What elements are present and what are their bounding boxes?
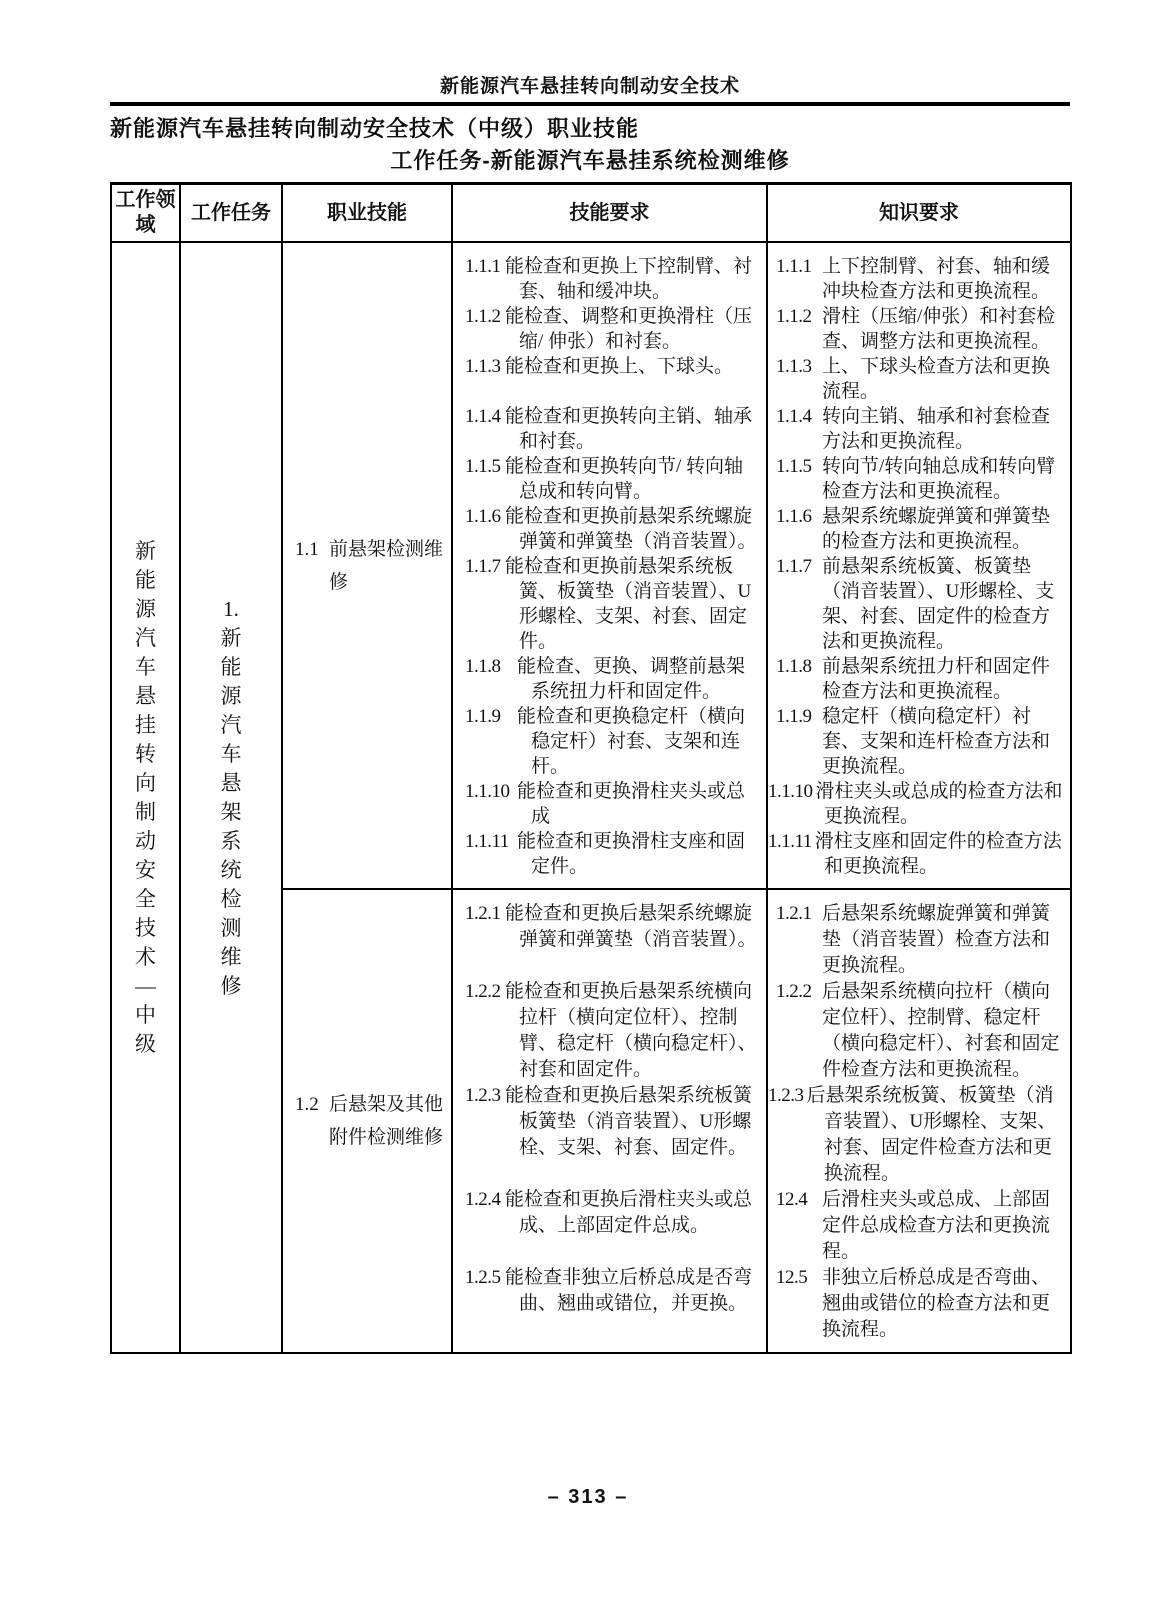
work-area-cell: [111, 242, 180, 1353]
skill-item: 1.2.4 能检查和更换后滑柱夹头或总成、上部固定件总成。: [465, 1189, 753, 1236]
skill-item: 1.1.7 能检查和更换前悬架系统板簧、板簧垫（消音装置）、U形螺栓、支架、衬套、固定件。: [465, 556, 752, 652]
header-cell-job-skill: 职业技能: [282, 184, 452, 243]
skill-item: 1.1.10 能检查和更换滑柱夹头或总成: [465, 781, 746, 827]
knowledge-item: 12.4 后滑柱夹头或总成、上部固定件总成检查方法和更换流程。: [776, 1189, 1051, 1262]
work-task-cell: [180, 242, 282, 1353]
job-skill-number: 1.2: [295, 1094, 319, 1115]
skill-item: 1.2.1 能检查和更换后悬架系统螺旋弹簧和弹簧垫（消音装置）。: [465, 903, 757, 950]
knowledge-item: 1.1.6 悬架系统螺旋弹簧和弹簧垫的检查方法和更换流程。: [776, 506, 1051, 552]
knowledge-item: 1.1.11 滑柱支座和固定件的检查方法和更换流程。: [768, 831, 1062, 877]
knowledge-item: 1.1.3 上、下球头检查方法和更换流程。: [776, 356, 1051, 402]
running-header: 新能源汽车悬挂转向制动安全技术: [439, 76, 740, 97]
section-1-requirements-cell: [452, 242, 1071, 889]
skill-item: 1.1.2 能检查、调整和更换滑柱（压缩/ 伸张）和衬套。: [465, 306, 753, 352]
knowledge-item: 1.1.8 前悬架系统扭力杆和固定件检查方法和更换流程。: [776, 656, 1051, 702]
skill-item: 1.2.2 能检查和更换后悬架系统横向拉杆（横向定位杆）、控制臂、稳定杆（横向稳定杆）、衬套和固定件。: [465, 981, 757, 1080]
knowledge-item: 1.1.7 前悬架系统板簧、板簧垫（消音装置）、U形螺栓、支架、衬套、固定件的检查方法和更换流程。: [776, 556, 1055, 652]
knowledge-item: 12.5 非独立后桥总成是否弯曲、翘曲或错位的检查方法和更换流程。: [776, 1267, 1051, 1340]
knowledge-item: 1.1.1 上下控制臂、衬套、轴和缓冲块检查方法和更换流程。: [776, 256, 1051, 302]
skill-item: 1.1.1 能检查和更换上下控制臂、衬套、轴和缓冲块。: [465, 256, 753, 302]
skill-item: 1.1.11 能检查和更换滑柱支座和固定件。: [465, 831, 746, 877]
page-title: 新能源汽车悬挂转向制动安全技术（中级）职业技能: [110, 116, 640, 141]
work-table: [110, 182, 1072, 1354]
job-skill-cell-front-suspension: [282, 242, 452, 889]
header-cell-skill-req: 技能要求: [452, 184, 767, 243]
job-skill-label: 前悬架检测维修: [329, 538, 444, 593]
header-rule: [110, 102, 1070, 106]
knowledge-item: 1.1.4 转向主销、轴承和衬套检查方法和更换流程。: [776, 406, 1051, 452]
skill-item: 1.1.3 能检查和更换上、下球头。: [465, 356, 734, 377]
table-header-row: [111, 184, 1071, 243]
skill-item: 1.1.5 能检查和更换转向节/ 转向轴总成和转向臂。: [465, 456, 744, 502]
header-cell-work-task: 工作任务: [180, 184, 282, 243]
header-cell-knowledge-req: 知识要求: [767, 184, 1071, 243]
header-cell-work-area: 工作领域: [111, 184, 180, 243]
skill-item: 1.1.6 能检查和更换前悬架系统螺旋弹簧和弹簧垫（消音装置）。: [465, 506, 757, 552]
skill-item: 1.1.8 能检查、更换、调整前悬架系统扭力杆和固定件。: [465, 656, 746, 702]
knowledge-item: 1.2.3 后悬架系统板簧、板簧垫（消音装置）、U形螺栓、支架、衬套、固定件检查方法和更换流程。: [768, 1085, 1057, 1184]
job-skill-label: 后悬架及其他附件检测维修: [329, 1094, 444, 1148]
job-skill-cell-rear-suspension: [282, 889, 452, 1353]
skill-item: 1.1.4 能检查和更换转向主销、轴承和衬套。: [465, 406, 753, 452]
page-subtitle: 工作任务-新能源汽车悬挂系统检测维修: [390, 148, 790, 173]
skill-item: 1.2.3 能检查和更换后悬架系统板簧 板簧垫（消音装置）、U形螺栓、支架、衬套、固定件。: [465, 1085, 753, 1158]
work-area-vertical-text: 新能源汽车悬挂转向制动安全技术—中级: [135, 538, 156, 1056]
work-task-vertical-text: 1.新能源汽车悬架系统检测维修: [220, 596, 242, 998]
job-skill-number: 1.1: [295, 538, 319, 560]
knowledge-item: 1.1.10 滑柱夹头或总成的检查方法和更换流程。: [768, 781, 1063, 827]
page-number: – 313 –: [547, 1486, 629, 1508]
knowledge-item: 1.1.2 滑柱（压缩/伸张）和衬套检查、调整方法和更换流程。: [776, 306, 1056, 352]
section-2-requirements-cell: [452, 889, 1071, 1353]
knowledge-item: 1.2.1 后悬架系统螺旋弹簧和弹簧垫（消音装置）检查方法和更换流程。: [776, 903, 1051, 976]
knowledge-item: 1.1.9 稳定杆（横向稳定杆）衬套、支架和连杆检查方法和更换流程。: [776, 706, 1051, 777]
skill-item: 1.1.9 能检查和更换稳定杆（横向稳定杆）衬套、支架和连杆。: [465, 706, 746, 777]
skill-item: 1.2.5 能检查非独立后桥总成是否弯曲、翘曲或错位，并更换。: [465, 1267, 753, 1314]
table-body-row-1: [111, 242, 1071, 889]
knowledge-item: 1.2.2 后悬架系统横向拉杆（横向定位杆）、控制臂、稳定杆（横向稳定杆）、衬套和固定件检查方法和更换流程。: [776, 981, 1060, 1080]
knowledge-item: 1.1.5 转向节/转向轴总成和转向臂检查方法和更换流程。: [776, 456, 1056, 502]
